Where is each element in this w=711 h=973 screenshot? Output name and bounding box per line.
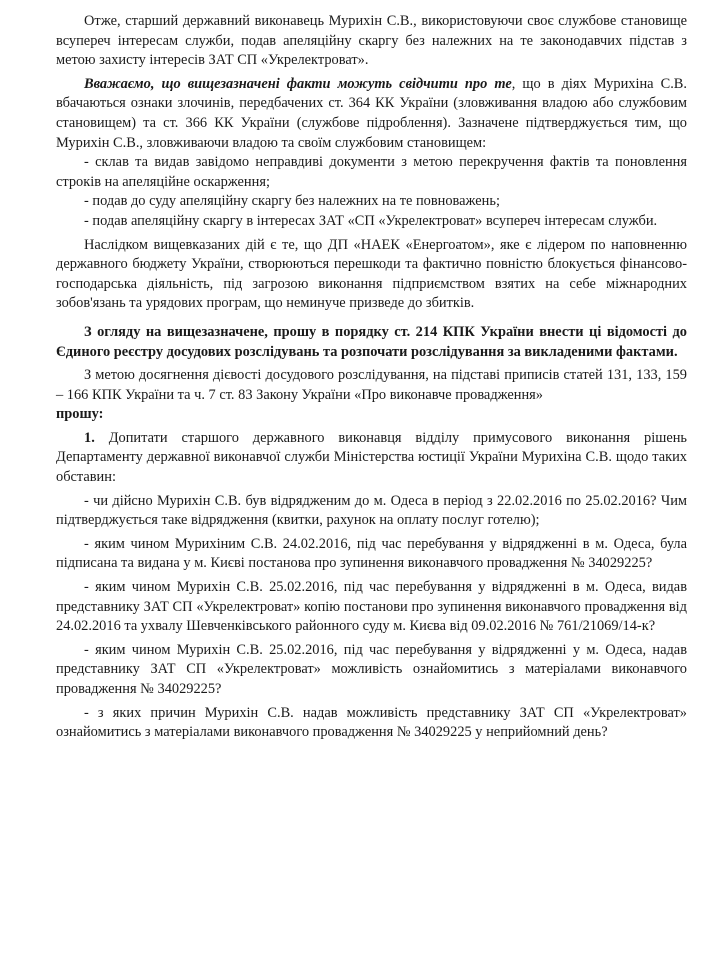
question-item: - чи дійсно Мурихін С.В. був відрядженим до м. Одеса в період з 22.02.2016 по 25.02.2016? Чим підтверджується таке відрядження (квитки, рахунок на оплату послуг готелю); xyxy=(56,492,687,529)
item-number: 1. xyxy=(84,429,95,446)
question-item: - яким чином Мурихіним С.В. 24.02.2016, під час перебування у відрядженні в м. Одеса, була підписана та видана у м. Києві постанова про зупинення виконавчого провадження № 34029225? xyxy=(56,535,687,572)
paragraph-request-statement: З огляду на вищезазначене, прошу в порядку ст. 214 КПК України внести ці відомості до Єдиного реєстру досудових розслідувань та розпочати розслідування за викладеними фактами. xyxy=(56,323,687,360)
question-item: - з яких причин Мурихін С.В. надав можливість представнику ЗАТ СП «Укрелектроват» ознайомитись з матеріалами виконавчого провадження № 34029225 у неприйомний день? xyxy=(56,704,687,741)
paragraph-legal-basis: З метою досягнення дієвості досудового розслідування, на підставі приписів статей 131, 133, 159 – 166 КПК України та ч. 7 ст. 83 Закону України «Про виконавче провадження» xyxy=(56,367,687,403)
request-label: прошу: xyxy=(56,406,104,423)
bullet-item: - подав апеляційну скаргу в інтересах ЗАТ «СП «Укрелектроват» всупереч інтересам служби. xyxy=(84,212,658,229)
question-item: - яким чином Мурихін С.В. 25.02.2016, під час перебування у відрядженні у м. Одеса, надав представнику ЗАТ СП «Укрелектроват» можливість ознайомитись з матеріалами виконавчого провадження № 34029225? xyxy=(56,641,687,697)
paragraph-conclusion: Отже, старший державний виконавець Мурихін С.В., використовуючи своє службове становище всупереч інтересам служби, подав апеляційну скаргу без належних на те законодавчих підстав з метою захисту інтересів ЗАТ СП «Укрелектроват». xyxy=(56,13,687,69)
bullet-item: - склав та видав завідомо неправдиві документи з метою перекручення фактів та поновлення строків на апеляційне оскарження; xyxy=(56,154,687,190)
paragraph-consequences: Наслідком вищевказаних дій є те, що ДП «НАЕК «Енергоатом», яке є лідером по наповненню державного бюджету України, створюються перешкоди та фактично повністю блокується фінансово-господарська діяльність, під загрозою виконання підприємством взятих на себе міжнародних зобов'язань та урядових програм, що неминуче призведе до збитків. xyxy=(56,236,687,312)
assessment-lead: Вважаємо, що вищезазначені факти можуть свідчити про те xyxy=(84,75,512,92)
request-item-1 xyxy=(56,429,687,488)
paragraph-assessment xyxy=(56,75,687,153)
assessment-text: , що в діях Мурихіна С.В. вбачаються ознаки злочинів, передбачених ст. 364 КК України (зловживання владою або службовим становищем) та ст. 366 КК України (службове підроблення). Зазначене підтверджується тим, що Мурихін С.В., зловживаючи владою та своїм службовим становищем: xyxy=(56,75,687,151)
item-text: Допитати старшого державного виконавця відділу примусового виконання рішень Департаменту державної виконавчої служби Міністерства юстиції України Мурихіна С.В. щодо таких обставин: xyxy=(56,429,687,486)
bullet-item: - подав до суду апеляційну скаргу без належних на те повноважень; xyxy=(84,193,500,210)
question-item: - яким чином Мурихін С.В. 25.02.2016, під час перебування у відрядженні в м. Одеса, видав представнику ЗАТ СП «Укрелектроват» копію постанови про зупинення виконавчого провадження від 24.02.2016 та ухвалу Шевченківського районного суду м. Києва від 09.02.2016 № 761/21069/14-к? xyxy=(56,579,687,635)
